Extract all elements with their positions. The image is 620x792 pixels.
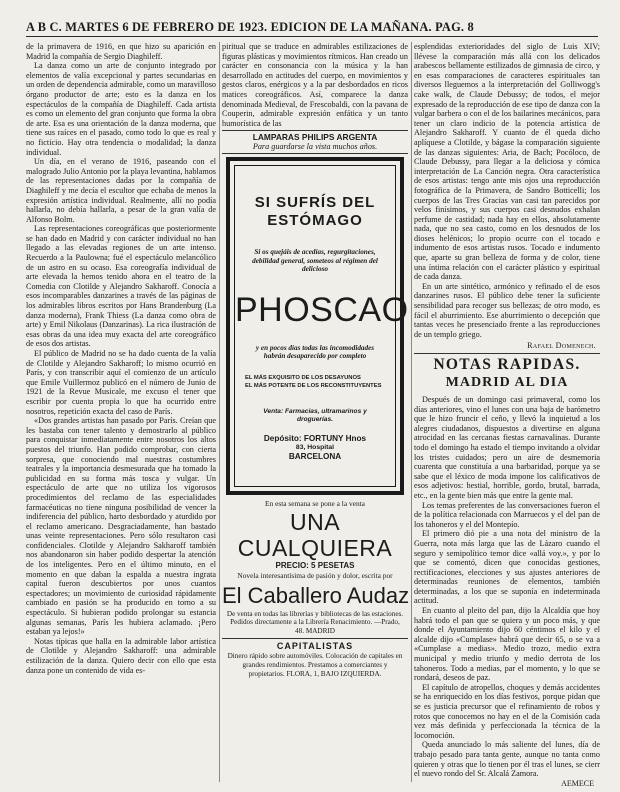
right-paragraph: El primero dió pie a una nota del ministro de la Guerra, nota más larga que las de Lázaro cuando el seguro y semipolítico temor dice «allá voy.», y por lo que se comentó, dicen que conocidas gestiones, rectificaciones, elecciones y sus ajustes anteriores de determinadas reuniones de elementos, también determinadas, a los que se suponía en indeterminada actitud. [414,529,600,606]
right-paragraph: En un arte sintético, armónico y refinado el de esos danzarines rusos. El público debe tener la suficiente sensibilidad para recoger sus bellezas; de otro modo, es fácil el aburrimiento. Ese aburrimiento o decepción que tantas veces he presenciado frente a las reproducciones de un templo griego. [414,281,600,339]
right-paragraph: esplendidas exterioridades del siglo de Luis XIV; llévese la comparación más allá con los delicados arabescos bellamente estilizados de gimnasia de circo, y en esas comparaciones de caracteres espirituales tan diversos lleguemos a la interpretación del Golliwogg's cake walk, de Claude Debussy; de todos, el mejor expresado de la reproducción de ese tipo de danza con la vulgar barbera o con el de los bailarines mecánicos, para tener un claro indicio de la potencia artística de Alejandro Sakharoff. Y cuanto de él queda dicho aplíquese a Clotilde, y bágase la comparación siguiente de las danzas siguientes: Aria, de Bach; Pocóloco, de Claude Debussy, para llegar a la deliciosa y cómica interpretación de La Canción negra. Otra característica de esos artistas: tengo ante mis ojos una reproducción fotográfica de la Primavera, de Sandro Botticelli; los cuerpos de las Tres Gracias van casi tan parecidos por velos finísimos, y sus cuerpos casi desnudos exhalan perfume de castidad; nada hay en ellos, absolutamente nada, que no sea casto, como en los desnudos de los dioses helénicos; lo propio ocurre con el tocado e indumento de esos artistas rusos. Tocado e indumento que, aparte su gran belleza de forma y de color, tiene una íntima relación con el carácter plástico y espiritual de cada danza. [414,42,600,282]
ad-cualquiera-title: UNA CUALQUIERA [237,508,393,561]
middle-column [222,42,408,782]
ad-phoscao-brand: PHOSCAO [235,290,409,329]
right-paragraph: El capítulo de atropellos, choques y demás accidentes se ha enriquecido en los días festivos, porque pidan que se es justicia precursor que el refinamiento de robos y rotos que conocemos no hay en el de la Comisión cada vez más definida y perfeccionada la técnica de la locomoción. [414,682,600,740]
right-paragraph: Los temas preferentes de las conversaciones fueron el de la política relacionada con Marruecos y el del pan de los tahoneros y el del Montepío. [414,500,600,529]
ad-lamparas-subtitle: Para guardarse la vista muchos años. [252,142,378,152]
ad-phoscao-claims [245,374,385,390]
ad-phoscao-claim: EL MÁS POTENTE DE LOS RECONSTITUYENTES [245,383,382,390]
ad-caballero-title: El Caballero Audaz [222,582,410,608]
ad-cualquiera-intro: En esta semana se pone a la venta [265,499,365,509]
left-paragraph: Un día, en el verano de 1916, paseando con el malogrado Julio Antonio por la playa levantina, hablamos de las representaciones dadas por la compañía de Diaghileff y me decía el escultor que echaba de menos la expresión artística individual. Realmente, allí no podía hallarla, no debía hallarla, a pesar de la gran valía de Alfonso Bolm. [26,157,216,224]
section-divider [414,353,600,354]
ad-phoscao-claim: EL MÁS EXQUISITO DE LOS DESAYUNOS [245,375,361,382]
column-divider-left [219,42,220,782]
right-paragraph: Queda anunciado lo más saliente del lunes, día de trabajo pesado para tanta gente, aunque no tanta como quieren y otras que lo tienen por él tras el lunes, se cierr el nuevo rondo del Sr. Alcalá Zamora. [414,740,600,779]
ad-phoscao-depot-address: 83, Hospital [295,444,335,452]
ad-phoscao-italic-text-2: y en pocos días todas las incomodidades habrán desaparecido por completo [255,343,375,360]
ad-phoscao-depot [235,434,395,461]
left-paragraph: La danza como un arte de conjunto integrado por elementos de valía excepcional y partes secundarias en un orden de dependencia admirable, como un maravilloso órgano productor de arte; esto es la danza en los espectáculos de la compañía de Diaghileff. Cada artista es como un elemento del gran conjunto que forma la obra de arte. Esa es una orientación de la danza moderna, que tiene sus raíces en el pasado, como todo lo que es real y no ficticio. Hay otra tendencia o modalidad; la danza individual. [26,61,216,157]
section-title-madrid-al-dia: MADRID AL DIA [445,375,569,390]
ad-phoscao-depot-city: BARCELONA [288,452,342,462]
column-divider-right [411,42,412,782]
ad-phoscao-depot-label: Depósito: FORTUNY Hnos [263,434,367,444]
end-signature: AEMECE [561,778,594,788]
left-paragraph: Notas típicas que halla en la admirable labor artística de Clotilde y Alejandro Sakharoff: una admirable estilización de la danza. Quiero decir con ello que esta danza pone un contenido de vida es- [26,636,216,675]
ad-capitalistas [222,638,408,678]
ad-cualquiera-price: PRECIO: 5 PESETAS [275,560,355,570]
ad-caballero-audaz [222,583,408,636]
right-paragraph: En cuanto al pleito del pan, dijo la Alcaldía que hoy habrá todo el pan que se quiera y un poco más, y que donde el Ayuntamiento dijo 60 céntimos el kilo y el alcalde dijo «Cumplase» habrá que decir 65, o se va a «Cumplase a medias». Medio trozo, medio extra municipal y medio triunfo y medio derrota de los tahoneros. Todo a medias, par el momento, y lo que se rondará, deseos de paz. [414,606,600,683]
ad-una-cualquiera [222,500,408,580]
middle-intro-paragraph: piritual que se traduce en admirables estilizaciones de figuras plásticas y movimientos rítmicos. Han creado un carácter en consonancia con la música y la han desarrollado en actitudes del cuerpo, en movimientos y gestos claros, enérgicos y a la par desbordados en ricos matices coreográficos. Así, comparece la danza denominada Medieval, de Frescobaldi, con la pavana de Couperin, admirable expresión enfática y un tanto humorística de las [222,42,408,128]
ad-phoscao-sale: Venta: Farmacias, ultramarinos y droguerías. [263,408,367,424]
ad-phoscao-italic-text: Si os quejáis de acedías, regurgitaciones, debilidad general, someteos al régimen del delicioso [252,248,378,274]
ad-cualquiera-desc: Novela interesantísima de pasión y dolor, escrita por [237,570,393,580]
section-title-notas-rapidas: NOTAS RAPIDAS. [433,356,581,373]
right-column [414,42,600,788]
left-paragraph: de la primavera de 1916, en que hizo su aparición en Madrid la compañía de Sergio Diaghileff. [26,42,216,61]
left-paragraph: «Dos grandes artistas han pasado por París. Creían que les bastaba con tener talento y demostrarlo al público para conquistar inmediatamente entre nosotros los altos puestos del triunfo. Han podido comprobar, con cierta sorpresa, que conociendo mal nuestras costumbres teatrales y la importancia desmesurada que ha tomado la publicidad en su forma más tosca y vulgar. Un espectáculo de arte que no utiliza los vigorosos procedimientos del reclamo de las especialidades farmacéuticas no tiene ninguna posibilidad de vencer la indiferencia del público, harto desbordado y aturdido por el reclamo americano. Desgraciadamente, han bastado unas veinte representaciones. Pero sólo resultaron casi confidenciales. Clotilde y Alejandro Sakharoff también nos abandonaron sin haber podido despertar la atención de los inteligentes. Pero en el último minuto, en el momento en que daban la espalda a nuestra ingrata capital fueron descubiertos por unos cuantos espectadores; un movimiento de curiosidad rápidamente cambiado en pasión se ha producido en torno a su espectáculo. Si hubieran podido prolongar su estancia algunas semanas, París les hubiera aclamado. ¡Pero estaban ya lejos!» [26,416,216,637]
left-paragraph: Las representaciones coreográficas que posteriormente se han dado en Madrid y con carácter individual no han llegado a las elevadas regiones de un arte intenso. Recuerdo a la Paulowna; fué el espectáculo melancólico de un astro en su ocaso. Esa coreografía individual de arte elevada la hemos tenido ahora en el teatro de la Comedia con Clotilde y Alejandro Sakharoff. Conocía a esos incomparables danzarines a través de las páginas de los admirables libros escritos por Hans Brandenburg (La danza moderna), Frank Thiess (La danza como obra de arte) y Emil Nikolaus (Danzarinas). La rica ilustración de esas obras da una idea muy exacta del arte coreográfico de esos dos artistas. [26,224,216,349]
ad-phoscao-headline: SI SUFRÍS DEL ESTÓMAGO [254,194,376,230]
ad-capitalistas-title: CAPITALISTAS [276,641,354,652]
right-paragraph: Después de un domingo casi primaveral, como los días anteriores, vino el lunes con una baja de barómetro que le hizo fruncir el ceño, y llevó la inquietud a los alegres ciudadanos, dispuestos a divertirse en alguna atrocidad en las cercanas fiestas carnavalinas. Durante todo el domingo ha estado el tiempo invitando a olvidar los tristes cuidados; pero un aire de desmemoria cuarenta que constituía a una barbaridad, porque ya se sabe que el léxico de moda impone los calificativos de esos adjetivos: bestial, horrible, gordo, brutal, barrada, etc., en la gente bien más que entre la gente mal. [414,395,600,500]
ad-caballero-text: De venta en todas las librerías y bibliotecas de las estaciones. Pedidos directamente a la Librería Renacimiento. —Prado, 48. MADRID [226,609,404,635]
left-column [26,42,216,782]
ad-capitalistas-text: Dinero rápido sobre automóviles. Colocación de capitales en grandes rendimientos. Prestamos a comerciantes y propietarios. FLORA, 1, BAJO IZQUIERDA. [227,652,403,678]
ad-lamparas-title: LAMPARAS PHILIPS ARGENTA [252,132,378,143]
left-paragraph: El público de Madrid no se ha dado cuenta de la valía de Clotilde y Alejandro Sakharoff; lo mismo ocurrió en París, y con transcribir aquí el comienzo de un artículo que Emile Vuillermoz publicó en el número de Junio de 1921 de la Revue Musicale, me excuso el tener que escribir por cuenta propia lo que ha ocurrido entre nosotros, repetición exacta del caso de París. [26,349,216,416]
masthead: A B C. MARTES 6 DE FEBRERO DE 1923. EDICION DE LA MAÑANA. PAG. 8 [26,18,598,37]
ad-phoscao [226,157,409,495]
ad-lamparas-philips [222,130,408,154]
article-signature: Rafael Domenech. [527,341,596,351]
ad-phoscao-inner-frame [234,165,409,487]
